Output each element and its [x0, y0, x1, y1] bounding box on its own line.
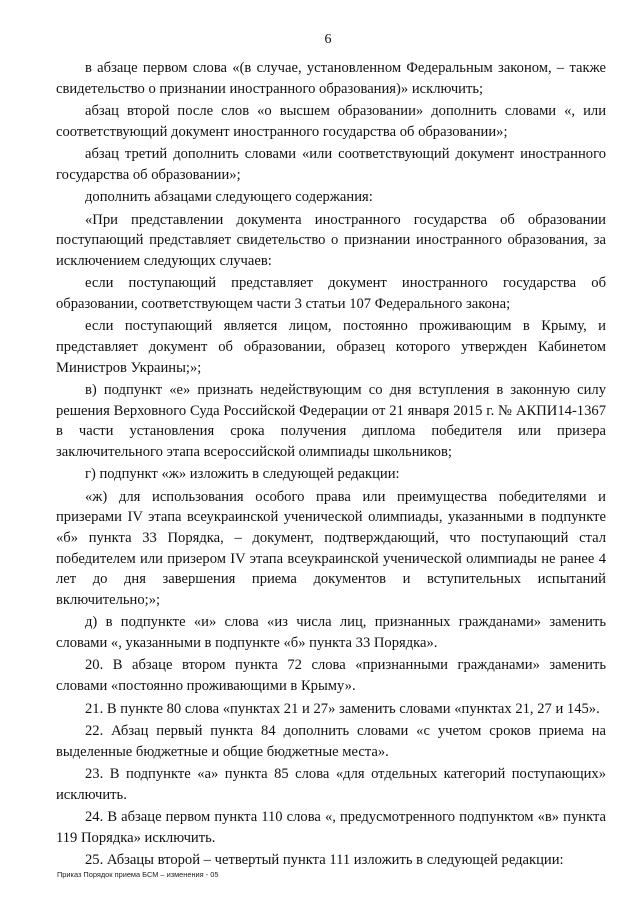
paragraph: в) подпункт «е» признать недействующим со дня вступления в законную силу решения Верховного Суда Российской Федерации от 21 января 2015 г. № АКПИ14-1367 в части установления срока получения диплома победителя или призера заключительного этапа всероссийской олимпиады школьников;	[56, 382, 606, 460]
document-footer: Приказ Порядок приема БСМ – изменения - 05	[57, 870, 219, 879]
paragraph: 25. Абзацы второй – четвертый пункта 111 изложить в следующей редакции:	[85, 852, 564, 869]
paragraph: 23. В подпункте «а» пункта 85 слова «для отдельных категорий поступающих» исключить.	[56, 766, 606, 803]
paragraph: 21. В пункте 80 слова «пунктах 21 и 27» заменить словами «пунктах 21, 27 и 145».	[85, 700, 600, 717]
paragraph: если поступающий представляет документ иностранного государства об образовании, соответствующем части 3 статьи 107 Федерального закона;	[56, 275, 606, 312]
paragraph: г) подпункт «ж» изложить в следующей редакции:	[85, 466, 400, 483]
paragraph: абзац третий дополнить словами «или соответствующий документ иностранного государства об образовании»;	[56, 146, 606, 183]
paragraph: 22. Абзац первый пункта 84 дополнить словами «с учетом сроков приема на выделенные бюджетные и общие бюджетные места».	[56, 722, 606, 760]
paragraph: абзац второй после слов «о высшем образовании» дополнить словами «, или соответствующий документ иностранного государства об образовании»;	[56, 103, 606, 140]
paragraph: д) в подпункте «и» слова «из числа лиц, признанных гражданами» заменить словами «, указанными в подпункте «б» пункта 33 Порядка».	[56, 614, 606, 651]
paragraph: если поступающий является лицом, постоянно проживающим в Крыму, и представляет документ об образовании, образец которого утвержден Кабинетом Министров Украины;»;	[56, 318, 606, 376]
paragraph: «При представлении документа иностранного государства об образовании поступающий представляет свидетельство о признании иностранного образования, за исключением следующих случаев:	[56, 211, 606, 269]
page-number: 6	[324, 32, 332, 47]
document-body	[56, 58, 606, 873]
paragraph: 20. В абзаце втором пункта 72 слова «признанными гражданами» заменить словами «постоянно проживающими в Крыму».	[56, 657, 606, 695]
paragraph: «ж) для использования особого права или преимущества победителями и призерами IV этапа всеукраинской ученической олимпиады, указанными в подпункте «б» пункта 33 Порядка, – документ, подтверждающий, что поступающий стал победителем или призером IV этапа всеукраинской ученической олимпиады не ранее 4 лет до дня завершения приема документов и вступительных испытаний включительно;»;	[56, 488, 606, 608]
paragraph: 24. В абзаце первом пункта 110 слова «, предусмотренного подпунктом «в» пункта 119 Порядка» исключить.	[56, 809, 606, 846]
paragraph: в абзаце первом слова «(в случае, установленном Федеральным законом, – также свидетельство о признании иностранного образования)» исключить;	[56, 60, 606, 97]
paragraph: дополнить абзацами следующего содержания:	[85, 189, 373, 206]
